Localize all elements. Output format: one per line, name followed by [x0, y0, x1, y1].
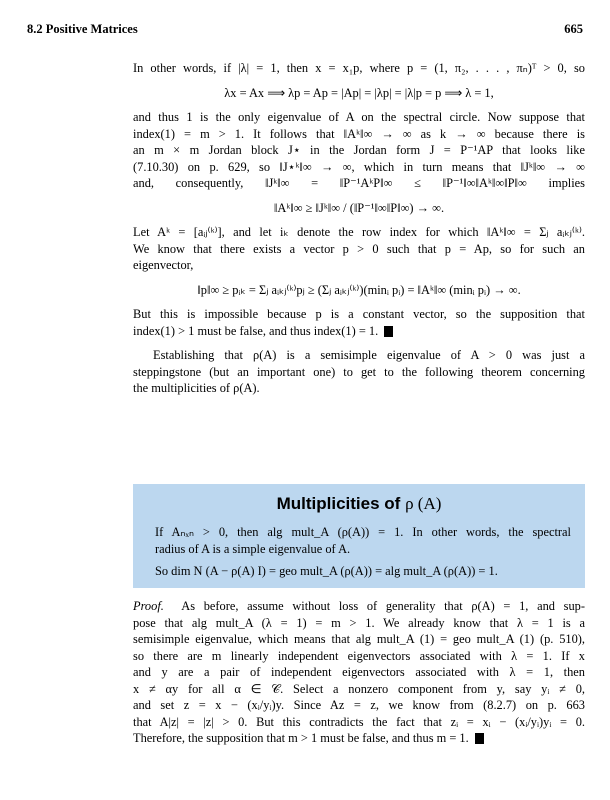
text-span: As before, assume without loss of generality that ρ(A) = 1, and sup- [181, 599, 585, 613]
proof-line: so there are m linearly independent eigenvectors associated with λ = 1. If x [133, 648, 585, 663]
proof-line [133, 598, 585, 615]
theorem-line: radius of A is a simple eigenvalue of A. [155, 541, 351, 556]
text-line: (7.10.30) on p. 629, so ‖J⋆ᵏ‖∞ → ∞, which in turn means that ‖Jᵏ‖∞ → ∞ [133, 159, 585, 174]
text-line: Let Aᵏ = [aᵢⱼ⁽ᵏ⁾], and let iₖ denote the row index for which ‖Aᵏ‖∞ = Σⱼ aᵢₖⱼ⁽ᵏ⁾. [133, 225, 585, 239]
proof-block [133, 598, 585, 747]
theorem-title-text: Multiplicities of [276, 494, 401, 513]
text-line: In other words, if |λ| = 1, then x = x₁p, where p = (1, π₂, . . . , πₙ)ᵀ > 0, so [133, 61, 585, 75]
text-line: Establishing that ρ(A) is a semisimple eigenvalue of A > 0 was just a [153, 348, 585, 362]
page-header [27, 22, 583, 38]
theorem-line: If Aₙₓₙ > 0, then alg mult_A (ρ(A)) = 1. In other words, the spectral [155, 525, 571, 539]
text-span: index(1) > 1 must be false, and thus index(1) = 1. [133, 323, 379, 338]
qed-square-icon [475, 733, 484, 744]
text-line: an m × m Jordan block J⋆ in the Jordan form J = P⁻¹AP that looks like [133, 143, 585, 157]
text-line: the multiplicities of ρ(A). [133, 381, 260, 395]
section-title: 8.2 Positive Matrices [27, 22, 138, 36]
text-line: index(1) = m > 1. It follows that ‖Aᵏ‖∞ → ∞ as k → ∞ because there is [133, 126, 585, 141]
proof-line: pose that alg mult_A (λ = 1) = m > 1. We already know that λ = 1 is a [133, 615, 585, 630]
text-line: and, consequently, ‖Jᵏ‖∞ = ‖P⁻¹AᵏP‖∞ ≤ ‖P⁻¹‖∞‖Aᵏ‖∞‖P‖∞ implies [133, 176, 585, 190]
text-line: But this is impossible because p is a constant vector, so the supposition that [133, 307, 585, 321]
text-line: steppingstone (but an important one) to get to the following theorem concerning [133, 364, 585, 379]
proof-line: semisimple eigenvalue, which means that alg mult_A (1) = geo mult_A (1) (p. 510), [133, 632, 585, 646]
qed-square-icon [384, 326, 393, 337]
proof-line: and set z = x − (xᵢ/yᵢ)y. Since Az = z, we know from (8.2.7) on p. 663 [133, 698, 585, 712]
proof-line: that A|z| = |z| > 0. But this contradicts the fact that zᵢ = xᵢ − (xᵢ/yᵢ)yᵢ = 0. [133, 714, 585, 729]
proof-line: x ≠ αy for all α ∈ 𝒞. Select a nonzero component from y, say yᵢ ≠ 0, [133, 681, 585, 696]
equation: ‖p‖∞ ≥ pᵢₖ = Σⱼ aᵢₖⱼ⁽ᵏ⁾pⱼ ≥ (Σⱼ aᵢₖⱼ⁽ᵏ⁾)(minᵢ pᵢ) = ‖Aᵏ‖∞ (minᵢ pᵢ) → ∞. [197, 282, 521, 297]
main-text [133, 60, 585, 397]
text-line [133, 323, 585, 340]
text-line: and thus 1 is the only eigenvalue of A on the spectral circle. Now suppose that [133, 110, 585, 124]
proof-line [133, 730, 585, 747]
text-line: We know that there exists a vector p > 0 such that p = Ap, so for such an [133, 241, 585, 256]
proof-label: Proof. [133, 599, 164, 613]
proof-line: and y are a pair of independent eigenvectors associated with λ = 1, then [133, 665, 585, 679]
theorem-box [133, 484, 585, 588]
theorem-title [133, 494, 585, 516]
equation: λx = Ax ⟹ λp = Ap = |Ap| = |λp| = |λ|p = p ⟹ λ = 1, [224, 85, 494, 100]
text-span: Therefore, the supposition that m > 1 must be false, and thus m = 1. [133, 731, 469, 745]
page-number: 665 [564, 22, 583, 36]
text-line: eigenvector, [133, 258, 194, 272]
theorem-title-math: ρ (A) [405, 494, 442, 513]
theorem-line: So dim N (A − ρ(A) I) = geo mult_A (ρ(A)) = alg mult_A (ρ(A)) = 1. [155, 564, 498, 578]
equation: ‖Aᵏ‖∞ ≥ ‖Jᵏ‖∞ / (‖P⁻¹‖∞‖P‖∞) → ∞. [273, 200, 445, 215]
theorem-body [155, 524, 571, 580]
